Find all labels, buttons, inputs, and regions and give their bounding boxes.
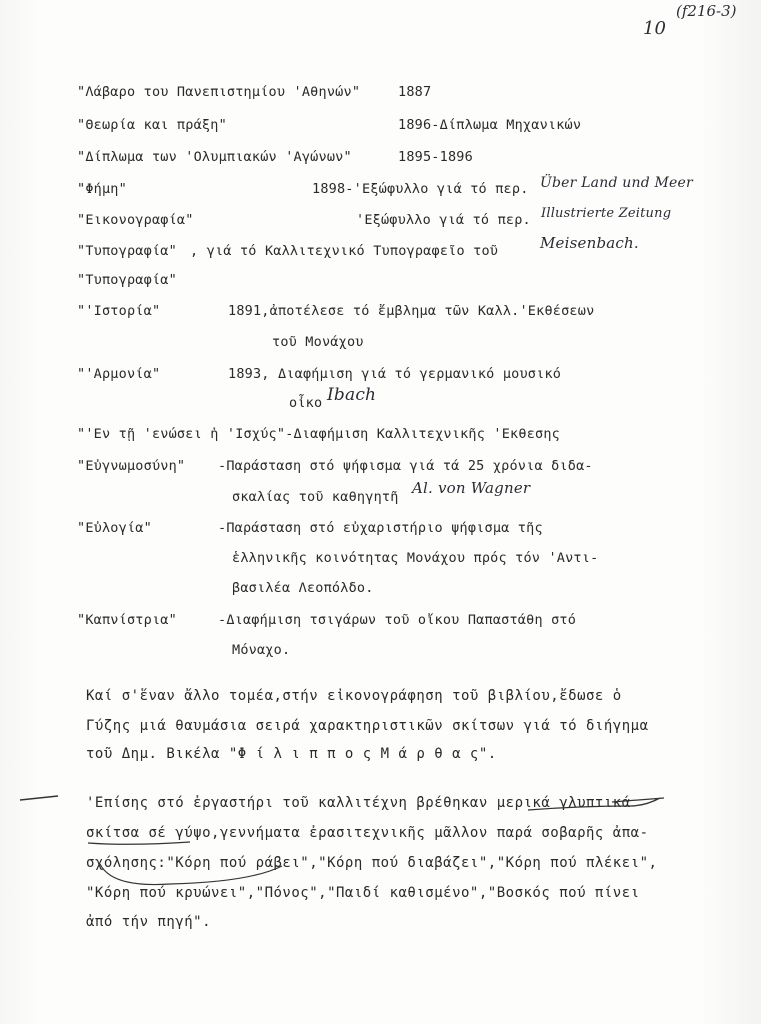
- handwritten-note: Ibach: [327, 385, 377, 405]
- entry-text: Μόναχο.: [232, 642, 291, 658]
- paragraph-line: ἀπό τήν πηγή".: [86, 914, 212, 930]
- entry-text: 1898-'Εξώφυλλο γιά τό περ.: [312, 181, 529, 197]
- entry-text: 1896-Δίπλωμα Μηχανικών: [398, 117, 582, 133]
- margin-dash-mark: [20, 796, 58, 800]
- entry-title: "Τυπογραφία": [77, 272, 177, 288]
- paragraph-line: τοῦ Δημ. Βικέλα "Φ ί λ ι π π ο ς Μ ά ρ θ α ς".: [86, 746, 497, 762]
- entry-title: "Εὐγνωμοσύνη": [77, 458, 186, 474]
- entry-title: "'Εν τῇ 'ενώσει ἡ 'Ισχύς"-Διαφήμιση Καλλιτεχνικῆς 'Εκθεσης: [77, 426, 561, 442]
- paragraph-line: "Κόρη πού κρυώνει","Πόνος","Παιδί καθισμένο","Βοσκός πού πίνει: [86, 885, 640, 901]
- entry-text: 1895-1896: [398, 149, 473, 165]
- handwritten-note: Über Land und Meer: [540, 175, 693, 191]
- entry-text: 'Εξώφυλλο γιά τό περ.: [356, 212, 531, 228]
- entry-text: -Παράσταση στό εὐχαριστήριο ψήφισμα τῆς: [218, 520, 543, 536]
- entry-title: "Δίπλωμα των 'Ολυμπιακών 'Αγώνων": [77, 149, 352, 165]
- underline-mark: [100, 864, 282, 885]
- page-number: 10: [643, 18, 666, 39]
- underline-mark: [528, 798, 664, 810]
- entry-text: τοῦ Μονάχου: [272, 334, 364, 350]
- paragraph-line: Γύζης μιά θαυμάσια σειρά χαρακτηριστικῶν σκίτσων γιά τό διήγημα: [86, 718, 649, 734]
- entry-text: 1893, Διαφήμιση γιά τό γερμανικό μουσικό: [228, 366, 562, 382]
- paragraph-line: σχόλησης:"Κόρη πού ράβει","Κόρη πού διαβάζει","Κόρη πού πλέκει",: [86, 855, 658, 871]
- entry-title: "Θεωρία και πράξη": [77, 117, 227, 133]
- entry-text: -Διαφήμιση τσιγάρων τοῦ οἴκου Παπαστάθη στό: [218, 612, 577, 628]
- entry-title: "'Ιστορία": [77, 303, 161, 319]
- entry-text: -Παράσταση στό ψήφισμα γιά τά 25 χρόνια διδα-: [218, 458, 593, 474]
- entry-text: 1887: [398, 84, 432, 100]
- handwritten-note: Al. von Wagner: [412, 479, 531, 497]
- entry-text: 1891,ἀποτέλεσε τό ἔμβλημα τῶν Καλλ.'Εκθέσεων: [228, 303, 595, 319]
- entry-title: "Καπνίστρια": [77, 612, 177, 628]
- entry-title: "'Αρμονία": [77, 366, 161, 382]
- entry-text: βασιλέα Λεοπόλδο.: [232, 580, 374, 596]
- entry-title: "Φήμη": [77, 181, 127, 197]
- underline-mark: [88, 842, 190, 844]
- archive-reference: (f216-3): [676, 2, 737, 20]
- entry-text: ἑλληνικῆς κοινότητας Μονάχου πρός τόν 'Αντι-: [232, 550, 599, 566]
- paragraph-line: 'Επίσης στό ἐργαστήρι τοῦ καλλιτέχνη βρέθηκαν μερικά γλυπτικά: [86, 795, 631, 811]
- handwritten-note: Meisenbach.: [540, 234, 639, 252]
- entry-title: "Εικονογραφία": [77, 212, 194, 228]
- entry-text: οἶκο: [289, 395, 323, 411]
- entry-title: "Λάβαρο του Πανεπιστημίου 'Αθηνών": [77, 84, 361, 100]
- paragraph-line: Καί σ'ἕναν ἄλλο τομέα,στήν εἰκονογράφηση τοῦ βιβλίου,ἔδωσε ὁ: [86, 688, 622, 704]
- entry-title: "Εὐλογία": [77, 520, 152, 536]
- entry-text: σκαλίας τοῦ καθηγητῆ: [232, 489, 399, 505]
- handwritten-note: Illustrierte Zeitung: [541, 206, 672, 221]
- entry-title: "Τυπογραφία": [77, 243, 177, 259]
- paragraph-line: σκίτσα σέ γύψο,γεννήματα ἐρασιτεχνικῆς μᾶλλον παρά σοβαρῆς ἀπα-: [86, 825, 649, 841]
- entry-text: , γιά τό Καλλιτεχνικό Τυπογραφεῖο τοῦ: [190, 243, 499, 259]
